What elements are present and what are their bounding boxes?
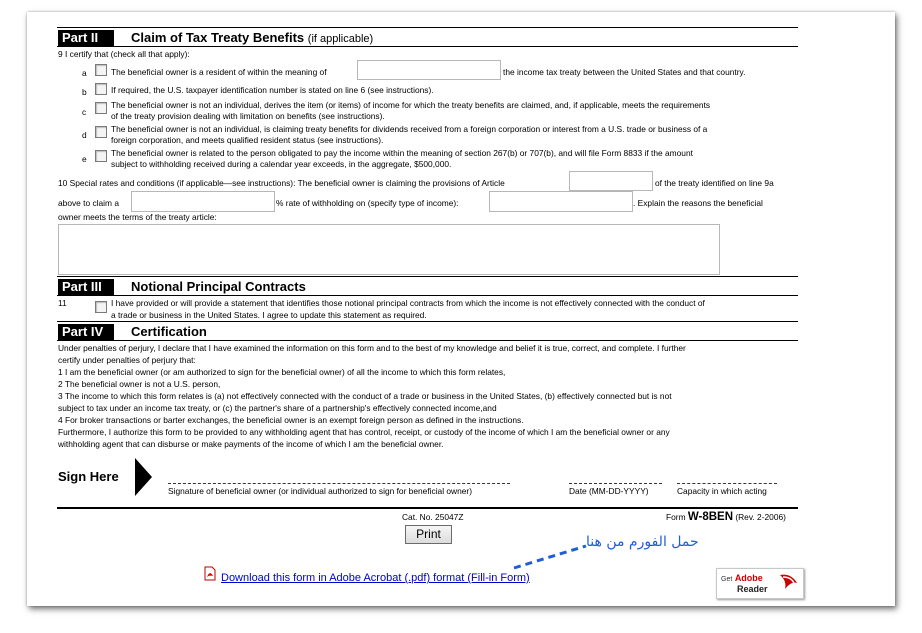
form-revision: (Rev. 2-2006): [735, 512, 786, 522]
line10-text-a: 10 Special rates and conditions (if applicable—see instructions): The beneficial owner is claiming the provisions of Article: [58, 178, 505, 188]
line10-text-f: owner meets the terms of the treaty article:: [58, 212, 217, 222]
cert-line-8: withholding agent that can disburse or make payments of the income of which I am the beneficial owner.: [58, 439, 444, 449]
cert-line-4: 3 The income to which this form relates is (a) not effectively connected with the conduct of a trade or business in the United States, (b) effectively connected but is not: [58, 391, 672, 401]
item-b-letter: b: [82, 87, 87, 97]
line10-text-e: . Explain the reasons the beneficial: [633, 198, 763, 208]
cert-line-3: 2 The beneficial owner is not a U.S. person,: [58, 379, 221, 389]
line11-text-line2: a trade or business in the United States. I agree to update this statement as required.: [111, 310, 427, 320]
signature-caption: Signature of beneficial owner (or individual authorized to sign for beneficial owner): [168, 486, 472, 496]
signature-line[interactable]: [168, 483, 510, 484]
item-b-text: If required, the U.S. taxpayer identification number is stated on line 6 (see instructions).: [111, 85, 434, 95]
print-button[interactable]: Print: [405, 525, 452, 544]
annotation-dash-line: [510, 542, 590, 572]
item-a-text-before: The beneficial owner is a resident of within the meaning of: [111, 67, 327, 77]
item-d-line2: foreign corporation, and meets qualified resident status (see instructions).: [111, 135, 384, 145]
line9-intro: 9 I certify that (check all that apply):: [58, 49, 190, 59]
line10-text-b: of the treaty identified on line 9a: [655, 178, 774, 188]
get-adobe-reader-badge[interactable]: [716, 568, 804, 599]
sign-arrow-icon: [135, 458, 152, 496]
part2-title-text: Claim of Tax Treaty Benefits: [131, 30, 305, 45]
item-a-checkbox[interactable]: [95, 64, 107, 76]
part2-title: [131, 30, 373, 47]
part4-title: Certification: [131, 324, 207, 339]
line11-checkbox[interactable]: [95, 301, 107, 313]
cert-line-1: certify under penalties of perjury that:: [58, 355, 196, 365]
item-a-country-input[interactable]: [357, 60, 501, 80]
date-caption: Date (MM-DD-YYYY): [569, 486, 649, 496]
item-c-line2: of the treaty provision dealing with limitation on benefits (see instructions).: [111, 111, 385, 121]
item-c-letter: c: [82, 107, 87, 117]
line10-text-d: % rate of withholding on (specify type of income):: [276, 198, 459, 208]
footer-rule: [57, 507, 798, 509]
capacity-line[interactable]: [677, 483, 777, 484]
cat-number: Cat. No. 25047Z: [402, 512, 464, 522]
cert-line-2: 1 I am the beneficial owner (or am authorized to sign for the beneficial owner) of all the income to which this form relates,: [58, 367, 506, 377]
part2-label: Part II: [58, 30, 114, 46]
item-b-checkbox[interactable]: [95, 83, 107, 95]
cert-line-6: 4 For broker transactions or barter exchanges, the beneficial owner is an exempt foreign person as defined in the instructions.: [58, 415, 524, 425]
item-a-letter: a: [82, 68, 87, 78]
explanation-textarea[interactable]: [58, 224, 720, 275]
adobe-brand-text: Adobe: [734, 573, 763, 583]
form-name: W-8BEN: [687, 511, 734, 523]
line11-number: 11: [58, 298, 67, 308]
part3-label: Part III: [58, 279, 114, 295]
item-e-checkbox[interactable]: [95, 150, 107, 162]
adobe-reader-text: Reader: [737, 584, 768, 594]
part4-label: Part IV: [58, 324, 114, 340]
download-pdf-link[interactable]: Download this form in Adobe Acrobat (.pdf) format (Fill-in Form): [221, 572, 530, 584]
line11-text-line1: I have provided or will provide a statement that identifies those notional principal contracts from which the income is not effectively connected with the conduct of: [111, 298, 705, 308]
rate-input[interactable]: [131, 191, 275, 212]
part2-bottom-rule: [57, 46, 798, 47]
adobe-get-text: Get: [721, 576, 733, 583]
part4-bottom-rule: [57, 340, 798, 341]
part3-top-rule: [57, 276, 798, 277]
arabic-annotation: حمل الفورم من هنا: [586, 534, 699, 550]
cert-line-5: subject to tax under an income tax treaty, or (c) the partner's share of a partnership's effectively connected income,and: [58, 403, 497, 413]
part2-top-rule: [57, 27, 798, 28]
cert-line-7: Furthermore, I authorize this form to be provided to any withholding agent that has control, receipt, or custody of the income of which I am the beneficial owner or any: [58, 427, 670, 437]
capacity-caption: Capacity in which acting: [677, 486, 767, 496]
form-identifier: [666, 511, 786, 523]
part3-title: Notional Principal Contracts: [131, 279, 306, 294]
article-input[interactable]: [569, 171, 653, 191]
income-type-input[interactable]: [489, 191, 633, 212]
date-line[interactable]: [569, 483, 662, 484]
pdf-icon: [203, 566, 217, 581]
part2-subtitle: (if applicable): [307, 33, 374, 45]
item-d-letter: d: [82, 130, 87, 140]
item-e-line1: The beneficial owner is related to the person obligated to pay the income within the meaning of section 267(b) or 707(b), and will file Form 8833 if the amount: [111, 148, 693, 158]
item-e-letter: e: [82, 154, 87, 164]
part3-bottom-rule: [57, 295, 798, 296]
item-d-checkbox[interactable]: [95, 126, 107, 138]
item-a-text-after: the income tax treaty between the United States and that country.: [503, 67, 746, 77]
sign-here-label: Sign Here: [58, 469, 119, 484]
adobe-reader-logo-icon: [777, 571, 801, 595]
item-c-checkbox[interactable]: [95, 102, 107, 114]
item-d-line1: The beneficial owner is not an individual, is claiming treaty benefits for dividends received from a foreign corporation or interest from a U.S. trade or business of a: [111, 124, 708, 134]
line10-text-c: above to claim a: [58, 198, 119, 208]
item-c-line1: The beneficial owner is not an individual, derives the item (or items) of income for which the treaty benefits are claimed, and, if applicable, meets the requirements: [111, 100, 711, 110]
cert-line-0: Under penalties of perjury, I declare that I have examined the information on this form and to the best of my knowledge and belief it is true, correct, and complete. I further: [58, 343, 686, 353]
part4-top-rule: [57, 321, 798, 322]
form-prefix: Form: [666, 512, 686, 522]
item-e-line2: subject to withholding received during a calendar year exceeds, in the aggregate, $500,000.: [111, 159, 452, 169]
